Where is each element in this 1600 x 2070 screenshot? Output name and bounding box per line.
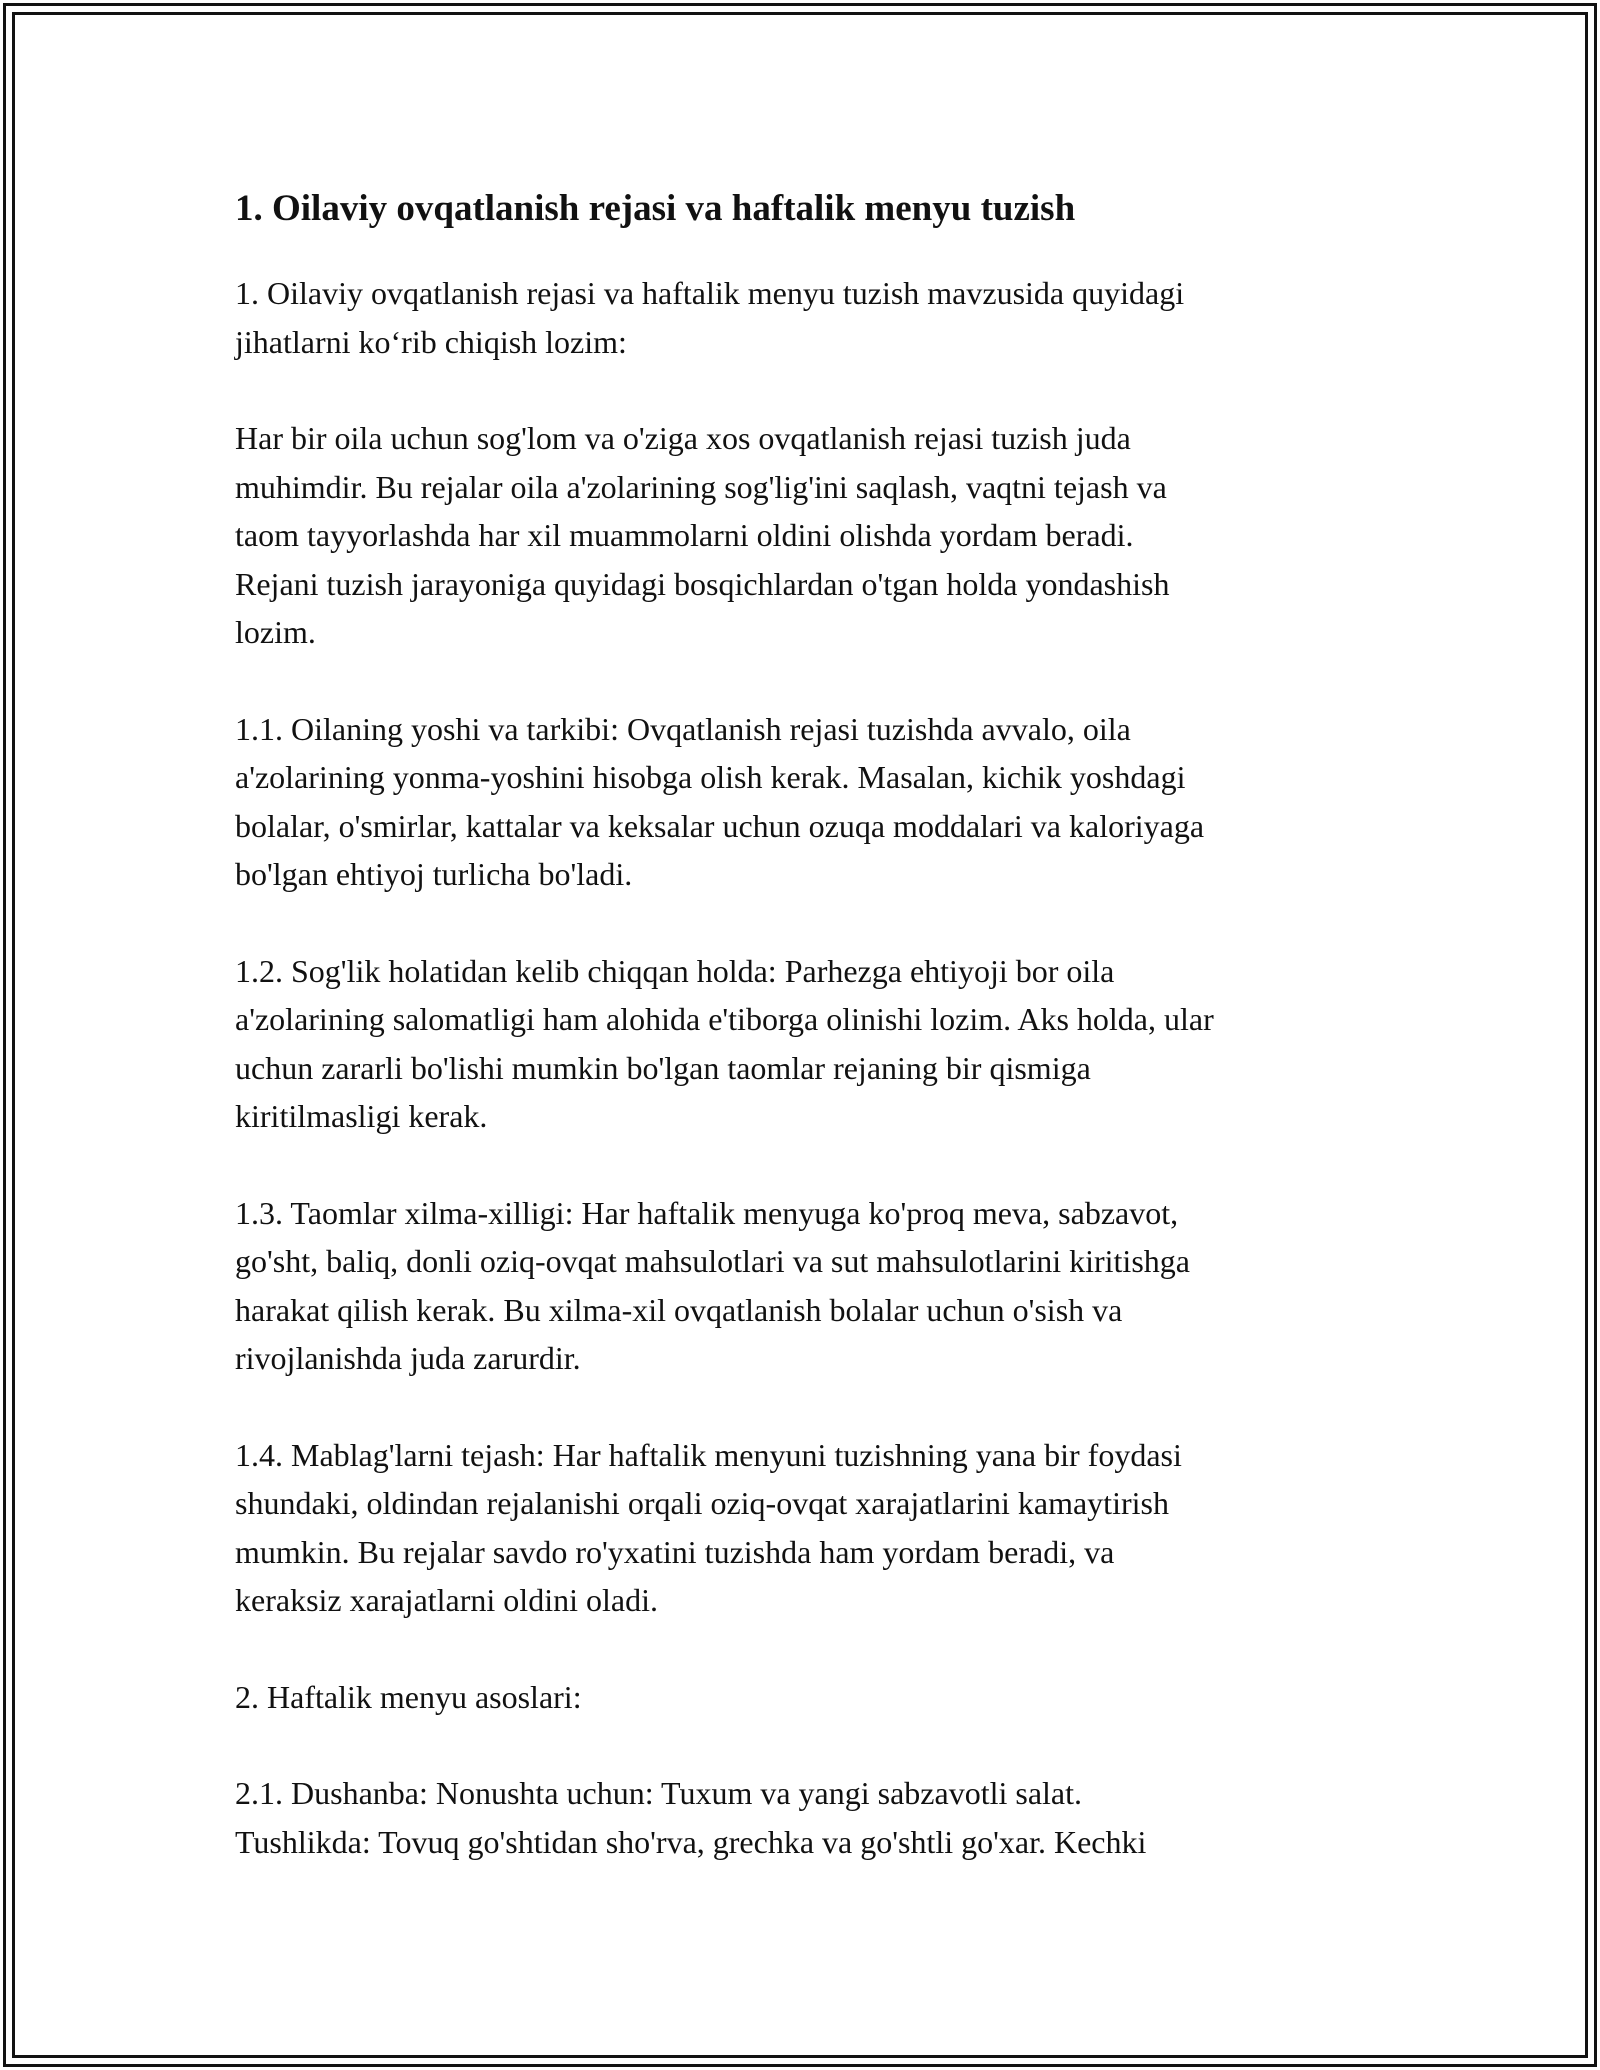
document-title: 1. Oilaviy ovqatlanish rejasi va haftalik menyu tuzish bbox=[235, 188, 1076, 229]
paragraph-overview: Har bir oila uchun sog'lom va o'ziga xos ovqatlanish rejasi tuzish juda muhimdir. Bu rejalar oila a'zolarining sog'lig'ini saqlash, vaqtni tejash va taom tayyorlashda har xil muammolarni oldini olishda yordam beradi. Rejani tuzish jarayoniga quyidagi bosqichlardan o'tgan holda yondashish lozim. bbox=[235, 420, 1170, 651]
paragraph-1-3: 1.3. Taomlar xilma-xilligi: Har haftalik menyuga ko'proq meva, sabzavot, go'sht, baliq, donli oziq-ovqat mahsulotlari va sut mahsulotlarini kiritishga harakat qilish kerak. Bu xilma-xil ovqatlanish bolalar uchun o'sish va rivojlanishda juda zarurdir. bbox=[235, 1194, 1190, 1377]
paragraph-1-2: 1.2. Sog'lik holatidan kelib chiqqan holda: Parhezga ehtiyoji bor oila a'zolarining salomatligi ham alohida e'tiborga olinishi lozim. Aks holda, ular uchun zararli bo'lishi mumkin bo'lgan taomlar rejaning bir qismiga kiritilmasligi kerak. bbox=[235, 952, 1214, 1135]
paragraph-1-1: 1.1. Oilaning yoshi va tarkibi: Ovqatlanish rejasi tuzishda avvalo, oila a'zolarining yonma-yoshini hisobga olish kerak. Masalan, kichik yoshdagi bolalar, o'smirlar, kattalar va keksalar uchun ozuqa moddalari va kaloriyaga bo'lgan ehtiyoj turlicha bo'ladi. bbox=[235, 710, 1205, 893]
document-body bbox=[235, 185, 1385, 1866]
section-heading-2: 2. Haftalik menyu asoslari: bbox=[235, 1678, 582, 1715]
paragraph-1-4: 1.4. Mablag'larni tejash: Har haftalik menyuni tuzishning yana bir foydasi shundaki, oldindan rejalanishi orqali oziq-ovqat xarajatlarini kamaytirish mumkin. Bu rejalar savdo ro'yxatini tuzishda ham yordam beradi, va keraksiz xarajatlarni oldini oladi. bbox=[235, 1436, 1182, 1619]
paragraph-2-1: 2.1. Dushanba: Nonushta uchun: Tuxum va yangi sabzavotli salat. Tushlikda: Tovuq go'shtidan sho'rva, grechka va go'shtli go'xar. Kechki bbox=[235, 1775, 1147, 1860]
paragraph-intro: 1. Oilaviy ovqatlanish rejasi va haftalik menyu tuzish mavzusida quyidagi jihatlarni koʻrib chiqish lozim: bbox=[235, 275, 1185, 360]
